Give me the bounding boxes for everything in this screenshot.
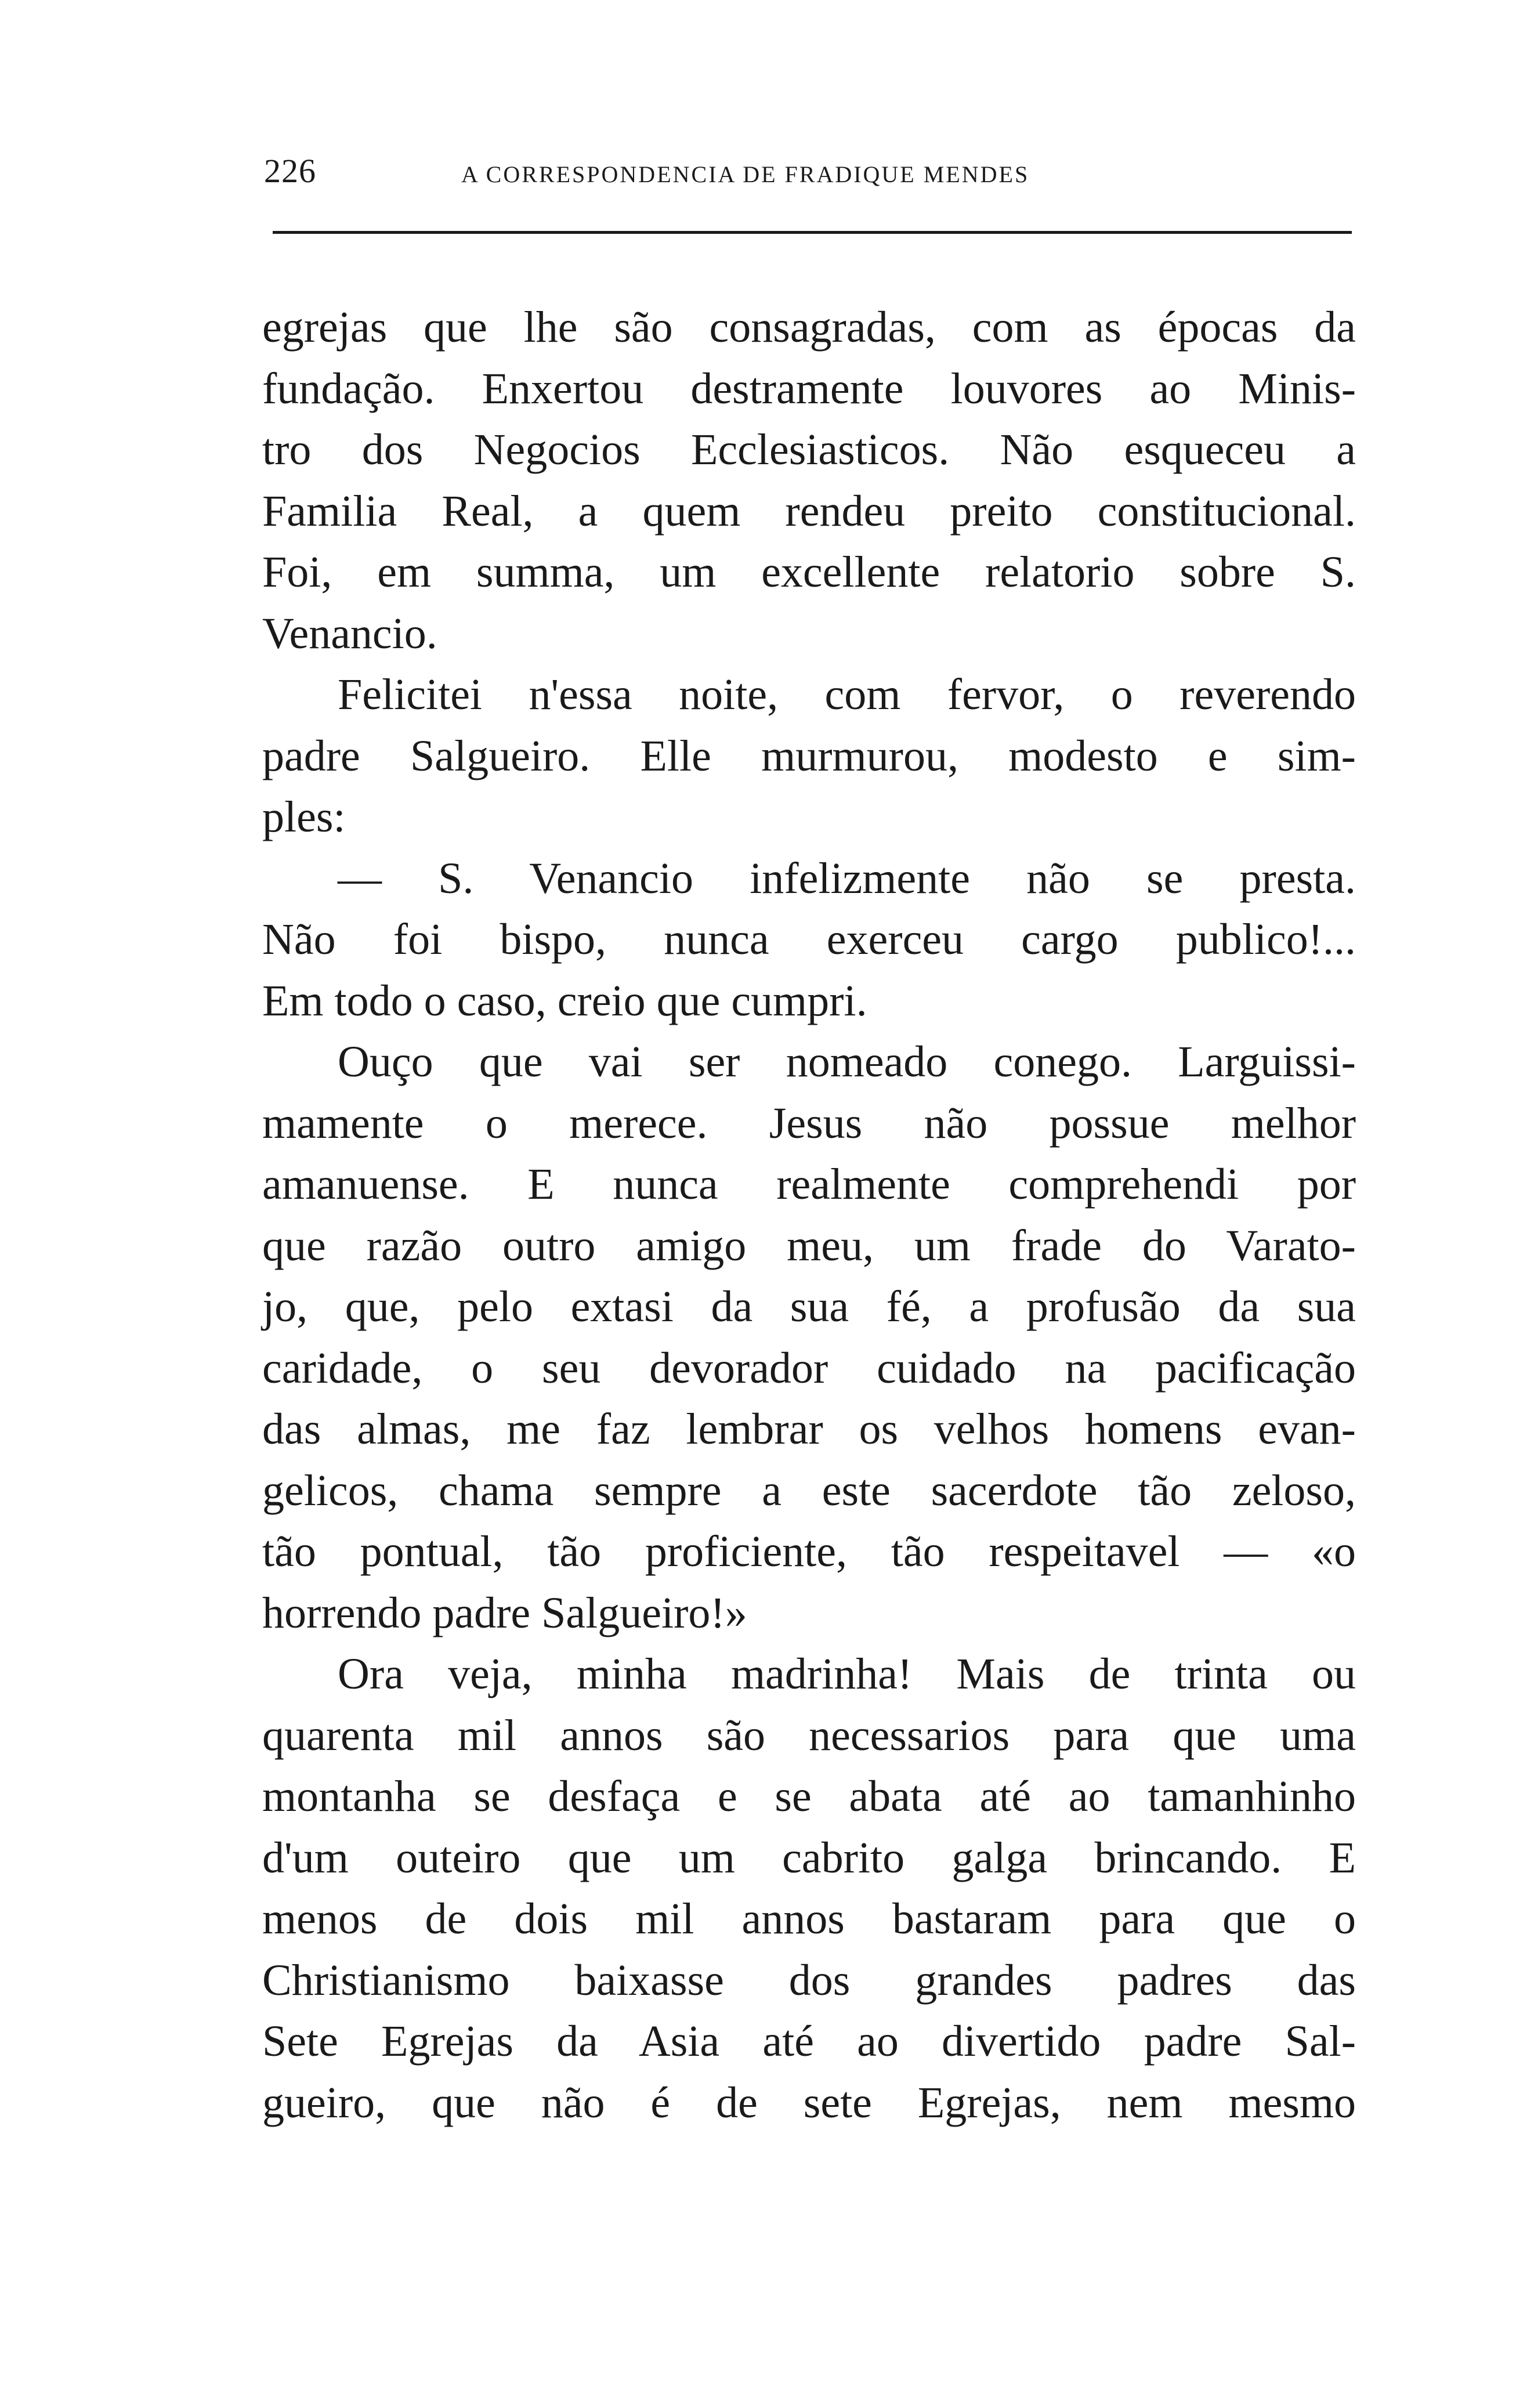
running-title: A CORRESPONDENCIA DE FRADIQUE MENDES [461, 161, 1030, 187]
text-line: Venancio. [262, 609, 437, 658]
text-line: egrejas que lhe são consagradas, com as épocas da [262, 303, 1356, 352]
page-number: 226 [264, 152, 316, 190]
text-line: tão pontual, tão proficiente, tão respeitavel — «o [262, 1527, 1356, 1576]
text-line: Christianismo baixasse dos grandes padres das [262, 1955, 1356, 2005]
text-line: Ouço que vai ser nomeado conego. Larguissi- [338, 1037, 1356, 1086]
text-line: mamente o merece. Jesus não possue melhor [262, 1098, 1356, 1148]
header-rule [273, 231, 1352, 234]
text-line: quarenta mil annos são necessarios para que uma [262, 1711, 1356, 1760]
text-line: Não foi bispo, nunca exerceu cargo publico!... [262, 915, 1356, 964]
body-text [262, 297, 1356, 2134]
text-line: gelicos, chama sempre a este sacerdote tão zeloso, [262, 1466, 1356, 1515]
text-line: padre Salgueiro. Elle murmurou, modesto e sim- [262, 731, 1356, 780]
text-line: horrendo padre Salgueiro!» [262, 1588, 747, 1637]
text-line: gueiro, que não é de sete Egrejas, nem mesmo [262, 2078, 1356, 2127]
text-line: fundação. Enxertou destramente louvores ao Minis- [262, 364, 1356, 413]
text-line: das almas, me faz lembrar os velhos homens evan- [262, 1405, 1356, 1454]
text-line: Em todo o caso, creio que cumpri. [262, 976, 867, 1025]
text-line: tro dos Negocios Ecclesiasticos. Não esqueceu a [262, 425, 1356, 474]
text-line: Familia Real, a quem rendeu preito constitucional. [262, 486, 1356, 536]
text-line: caridade, o seu devorador cuidado na pacificação [262, 1343, 1356, 1393]
text-line: d'um outeiro que um cabrito galga brincando. E [262, 1833, 1356, 1882]
text-line: — S. Venancio infelizmente não se presta. [338, 854, 1356, 903]
text-line: Felicitei n'essa noite, com fervor, o reverendo [338, 670, 1356, 719]
running-header [264, 148, 1352, 194]
text-line: Foi, em summa, um excellente relatorio sobre S. [262, 548, 1356, 596]
text-line: amanuense. E nunca realmente comprehendi por [262, 1160, 1356, 1209]
text-line: menos de dois mil annos bastaram para que o [262, 1894, 1356, 1943]
text-line: jo, que, pelo extasi da sua fé, a profusão da sua [262, 1282, 1356, 1331]
text-line: montanha se desfaça e se abata até ao tamanhinho [262, 1772, 1356, 1821]
text-line: Ora veja, minha madrinha! Mais de trinta ou [338, 1650, 1356, 1698]
text-line: que razão outro amigo meu, um frade do Varato- [262, 1221, 1356, 1270]
text-line: ples: [262, 793, 346, 841]
text-line: Sete Egrejas da Asia até ao divertido padre Sal- [262, 2017, 1356, 2066]
